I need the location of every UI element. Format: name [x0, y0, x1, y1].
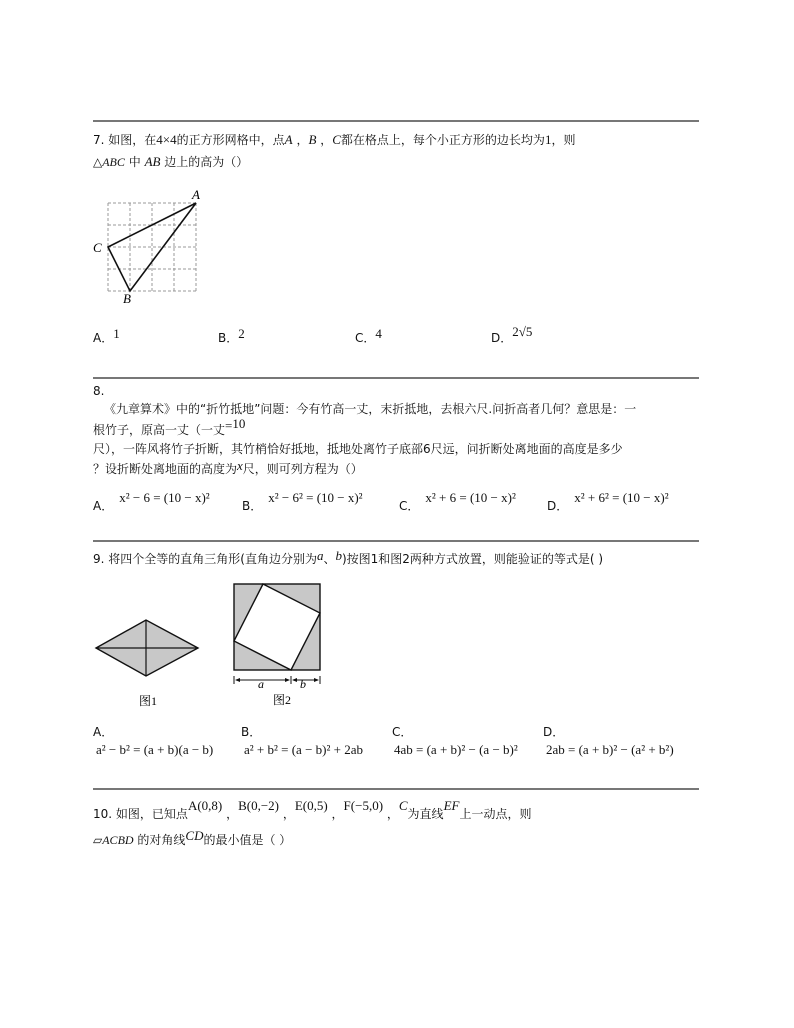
q9-option-c-value: 4ab = (a + b)² − (a − b)²: [394, 742, 518, 757]
q7-one: 1: [544, 132, 552, 147]
q10-text-2b: 的最小值是（ ）: [203, 833, 292, 847]
q9-fig2-label-a: a: [258, 677, 264, 691]
q7-text-1: 如图，在: [108, 133, 157, 147]
q9-option-c-label[interactable]: C．: [392, 725, 413, 739]
q7-option-c-label: C．: [355, 331, 376, 345]
q9-fig1-caption: 图1: [139, 694, 158, 708]
q10-parallelogram: ▱ACBD: [93, 833, 134, 847]
q9-var-a: a: [316, 548, 324, 563]
q10-number: 10.: [93, 807, 113, 821]
q7-side: AB: [144, 154, 161, 169]
divider-q7: [93, 120, 699, 122]
q7-line1: [93, 132, 575, 148]
q9-dun: 、: [323, 552, 336, 566]
q7-text-5: 中: [128, 155, 141, 169]
q10-text-1a: 如图，已知点: [115, 807, 188, 821]
q7-option-c[interactable]: [355, 326, 382, 346]
q7-text-4: ，则: [551, 133, 576, 147]
divider-q10: [93, 788, 699, 790]
q8-ten: 10: [232, 416, 246, 431]
q9-option-d-value: 2ab = (a + b)² − (a² + b²): [546, 742, 674, 757]
q10-point-b: B(0,−2): [238, 798, 279, 813]
q8-option-d-value: x² + 6² = (10 − x)²: [574, 490, 669, 505]
q7-grid-expr: 4×4: [156, 132, 177, 147]
q8-line4: [93, 458, 363, 477]
q7-option-a-label: A．: [93, 331, 114, 345]
q10-text-2a: 的对角线: [137, 833, 186, 847]
q9-option-b-value: a² + b² = (a − b)² + 2ab: [244, 742, 363, 757]
q10-point-e: E(0,5): [294, 798, 328, 813]
q9-fig2-caption: 图2: [273, 693, 292, 707]
q7-triangle-shape: [108, 203, 196, 291]
q9-text-1b: )按图1和图2两种方式放置，则能验证的等式是( ): [341, 552, 604, 566]
q7-text-2: 的正方形网格中，点: [176, 133, 285, 147]
q8-eq: =: [225, 418, 233, 433]
q10-diagonal: CD: [185, 828, 204, 843]
q8-option-b[interactable]: [242, 490, 363, 513]
q10-text-1c: 上一动点，则: [459, 807, 532, 821]
q7-sep-2: ，: [320, 133, 333, 147]
q10-comma-2: ，: [282, 807, 295, 821]
q7-option-d[interactable]: [491, 324, 533, 346]
q7-fig-label-c: C: [93, 240, 102, 255]
q9-figure-1: [94, 610, 204, 710]
q10-line2: [93, 828, 292, 848]
q7-option-b-value: 2: [238, 326, 245, 341]
q10-line-ef: EF: [443, 798, 460, 813]
divider-q8: [93, 377, 699, 379]
q8-text-2a: 根竹子，原高一丈（一丈: [93, 423, 226, 437]
q7-sep-1: ，: [296, 133, 309, 147]
q7-option-d-label: D．: [491, 331, 513, 345]
q8-option-a-label: A．: [93, 499, 114, 513]
q8-line2: [93, 416, 246, 438]
q10-line1: [93, 798, 532, 822]
q7-triangle: △ABC: [93, 155, 125, 169]
q7-option-a[interactable]: [93, 326, 120, 346]
q7-number: 7.: [93, 133, 105, 147]
q7-fig-label-a: A: [192, 187, 200, 202]
q7-text-6: 边上的高为（）: [164, 155, 249, 169]
q7-option-d-value: 2√5: [512, 324, 533, 339]
q9-fig2-label-b: b: [300, 677, 306, 691]
q10-comma-1: ，: [226, 807, 239, 821]
q7-text-3: 都在格点上，每个小正方形的边长均为: [340, 133, 545, 147]
q10-point-f: F(−5,0): [343, 798, 384, 813]
q9-option-d-label[interactable]: D．: [543, 725, 565, 739]
q7-point-a: A: [284, 132, 293, 147]
q7-point-b: B: [308, 132, 317, 147]
q8-option-c-label: C．: [399, 499, 420, 513]
q7-figure: [90, 185, 210, 310]
q7-option-c-value: 4: [375, 326, 382, 341]
q7-option-a-value: 1: [113, 326, 120, 341]
q10-comma-3: ，: [331, 807, 344, 821]
q9-option-a-value: a² − b² = (a + b)(a − b): [96, 742, 214, 757]
q8-option-b-value: x² − 6² = (10 − x)²: [268, 490, 363, 505]
q9-number: 9.: [93, 552, 105, 566]
q8-number: 8.: [93, 384, 105, 398]
q10-comma-4: ，: [386, 807, 399, 821]
q8-option-d[interactable]: [547, 490, 669, 513]
q7-fig-label-b: B: [123, 291, 131, 306]
q8-option-b-label: B．: [242, 499, 263, 513]
q8-line3: 尺），一阵风将竹子折断，其竹梢恰好抵地，抵地处离竹子底部6尺远，问折断处离地面的高度是多少: [93, 442, 623, 456]
q8-option-a[interactable]: [93, 490, 210, 513]
divider-q9: [93, 540, 699, 542]
q8-var-x: x: [237, 458, 243, 473]
q7-option-b-label: B．: [218, 331, 239, 345]
q7-line2: [93, 154, 248, 170]
q10-text-1b: 为直线: [407, 807, 444, 821]
q10-point-a: A(0,8): [187, 798, 223, 813]
q8-text-4a: ？设折断处离地面的高度为: [93, 462, 238, 476]
q9-var-b: b: [335, 548, 342, 563]
q9-option-a-label[interactable]: A．: [93, 725, 114, 739]
q8-text-4b: 尺，则可列方程为（）: [242, 462, 363, 476]
q9-line1: [93, 548, 604, 567]
q9-figure-2: [230, 582, 330, 710]
q8-option-d-label: D．: [547, 499, 569, 513]
q8-option-a-value: x² − 6 = (10 − x)²: [119, 490, 210, 505]
q7-option-b[interactable]: [218, 326, 245, 346]
q8-option-c[interactable]: [399, 490, 516, 513]
q8-option-c-value: x² + 6 = (10 − x)²: [425, 490, 516, 505]
q9-option-b-label[interactable]: B．: [241, 725, 262, 739]
q8-line1: 《九章算术》中的“折竹抵地”问题：今有竹高一丈，末折抵地，去根六尺.问折高者几何？意思是：一: [104, 402, 637, 416]
q10-point-c: C: [398, 798, 408, 813]
q9-text-1a: 将四个全等的直角三角形(直角边分别为: [108, 552, 317, 566]
q7-point-c: C: [332, 132, 341, 147]
